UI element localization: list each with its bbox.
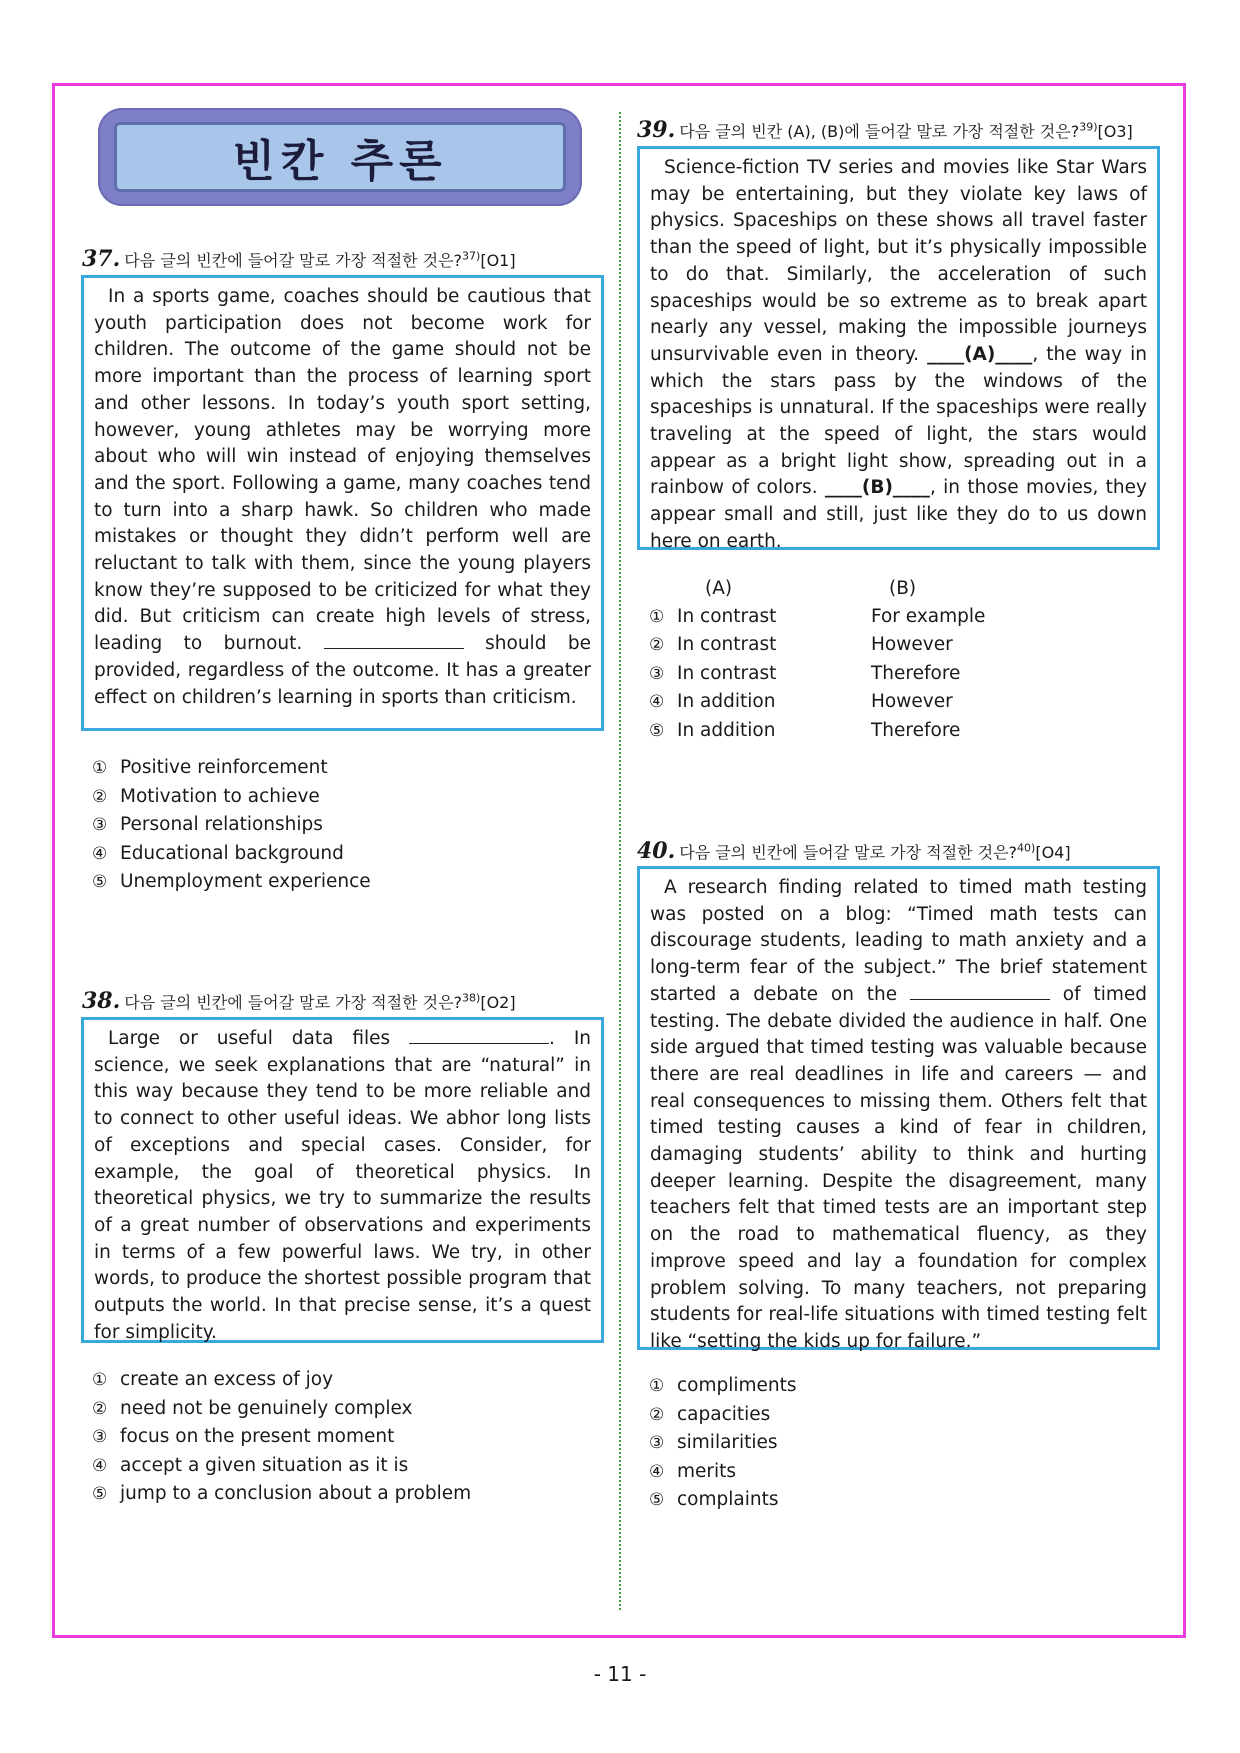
q40-choice-4[interactable]: [649, 1458, 797, 1487]
q39-choices: [649, 575, 985, 745]
q39-passage-box: [637, 146, 1160, 550]
q40-ref: 40): [1017, 841, 1036, 855]
q38-header: [82, 988, 516, 1014]
choice-text: Educational background: [120, 842, 344, 864]
q39-header-a: (A): [705, 578, 733, 599]
q38-passage: [94, 1026, 591, 1346]
choice-a: In contrast: [677, 605, 777, 627]
q37-choice-5[interactable]: [92, 868, 371, 897]
q38-passage-part-1: Large or useful data files: [108, 1028, 410, 1049]
choice-text: accept a given situation as it is: [120, 1454, 409, 1476]
choice-text: compliments: [677, 1375, 797, 1396]
q37-blank: [324, 648, 464, 649]
q40-passage-part-2: of timed testing. The debate divided the audience in half. One side argued that timed testing was valuable because there are real deadlines in life and careers — and real consequences to missing them. Others felt that timed testing causes a kind of fear in children, damaging students’ ability to think and hurting deeper learning. Despite the disagreement, many teachers felt that timed tests are an important step on the road to mathematical fluency, as they improve speed and lay a foundation for complex problem solving. To many teachers, not preparing students for real-life situations with timed testing felt like “setting the kids up for failure.”: [650, 983, 1147, 1352]
choice-mark: ①: [92, 1370, 108, 1390]
choice-text: Unemployment experience: [120, 871, 371, 892]
choice-mark: ④: [92, 1455, 108, 1476]
q40-choice-1[interactable]: [649, 1372, 797, 1401]
q38-prompt: 다음 글의 빈칸에 들어갈 말로 가장 적절한 것은?: [124, 993, 463, 1012]
q37-passage-box: [81, 275, 604, 731]
q37-choice-3[interactable]: [92, 811, 371, 840]
q39-number: 39.: [637, 117, 676, 143]
q38-choice-1[interactable]: [92, 1366, 471, 1395]
q37-ref: 37): [462, 249, 481, 263]
q37-prompt: 다음 글의 빈칸에 들어갈 말로 가장 적절한 것은?: [124, 251, 463, 270]
choice-a: In contrast: [677, 662, 777, 684]
choice-text: similarities: [677, 1432, 778, 1453]
q39-code: [O3]: [1097, 122, 1133, 141]
choice-a: In addition: [677, 719, 776, 741]
q37-code: [O1]: [480, 251, 516, 270]
choice-text: jump to a conclusion about a problem: [120, 1483, 472, 1504]
q40-number: 40.: [637, 838, 676, 864]
q39-blank-b: ____(B)____: [824, 477, 930, 499]
choice-mark: ②: [649, 635, 665, 655]
q38-choice-3[interactable]: [92, 1423, 471, 1452]
choice-b: Therefore: [871, 662, 961, 684]
choice-mark: ⑤: [92, 1484, 108, 1504]
q39-choice-headers: [649, 575, 985, 603]
q37-choice-4[interactable]: [92, 840, 371, 869]
q39-blank-a: ____(A)____: [927, 343, 1033, 365]
q37-passage: [94, 284, 591, 711]
choice-mark: ②: [92, 786, 108, 807]
section-title: 빈칸 추론: [232, 136, 448, 187]
choice-text: need not be genuinely complex: [120, 1397, 413, 1419]
q40-choice-3[interactable]: [649, 1429, 797, 1458]
choice-text: Positive reinforcement: [120, 757, 328, 778]
q40-header: [637, 838, 1071, 864]
q38-choice-2[interactable]: [92, 1395, 471, 1424]
choice-mark: ⑤: [649, 720, 665, 741]
q37-passage-part-1: In a sports game, coaches should be cautious that youth participation does not become work for children. The outcome of the game should not be more important than the process of learning sport and other lessons. In today’s youth sport setting, however, young athletes may be worrying more about who will win instead of enjoying themselves and the sport. Following a game, many coaches tend to turn into a sharp hawk. So children who made mistakes or thought they didn’t perform well are reluctant to talk with them, since the young players know they’re supposed to be criticized for what they did. But criticism can create high levels of stress, leading to burnout.: [94, 286, 591, 655]
q37-number: 37.: [82, 246, 121, 272]
choice-b: For example: [871, 605, 986, 627]
q37-header: [82, 246, 516, 272]
section-title-panel: [114, 122, 566, 192]
q39-choice-2[interactable]: [649, 631, 985, 660]
q40-choice-5[interactable]: [649, 1486, 797, 1515]
q40-blank: [910, 999, 1050, 1000]
q38-number: 38.: [82, 988, 121, 1014]
page-number: - 11 -: [593, 1662, 647, 1686]
choice-mark: ⑤: [92, 872, 108, 892]
choice-text: focus on the present moment: [120, 1426, 395, 1447]
q37-passage-part-2: should be provided, regardless of the outcome. It has a greater effect on children’s learning in sports than criticism.: [94, 633, 591, 708]
q40-passage-box: [637, 866, 1160, 1350]
choice-text: capacities: [677, 1403, 771, 1425]
column-divider: [619, 112, 621, 1610]
choice-text: complaints: [677, 1489, 779, 1510]
choice-mark: ④: [649, 1461, 665, 1482]
choice-mark: ②: [92, 1398, 108, 1419]
q39-ref: 39): [1079, 120, 1098, 134]
q38-ref: 38): [462, 991, 481, 1005]
q37-choices: [92, 754, 371, 897]
choice-a: In addition: [677, 691, 776, 712]
q38-passage-box: [81, 1017, 604, 1343]
q39-choice-4[interactable]: [649, 688, 985, 717]
choice-mark: ④: [649, 692, 665, 712]
choice-text: create an excess of joy: [120, 1369, 334, 1390]
choice-text: merits: [677, 1460, 737, 1482]
q39-header-b: (B): [889, 578, 917, 599]
choice-b: However: [871, 691, 953, 712]
choice-mark: ③: [649, 663, 665, 684]
choice-mark: ④: [92, 843, 108, 864]
q39-choice-1[interactable]: [649, 603, 985, 632]
q39-passage-part-1: Science-fiction TV series and movies like Star Wars may be entertaining, but they violate key laws of physics. Spaceships on these shows all travel faster than the speed of light, but it’s physically impossible to do that. Similarly, the acceleration of such spaceships would be so extreme as to break apart nearly any vessel, making the impossible journeys unsurvivable even in theory.: [650, 157, 1147, 365]
choice-mark: ①: [92, 758, 108, 778]
q39-prompt: 다음 글의 빈칸 (A), (B)에 들어갈 말로 가장 적절한 것은?: [679, 122, 1080, 141]
choice-mark: ①: [649, 606, 665, 627]
q40-passage: [650, 875, 1147, 1356]
choice-a: In contrast: [677, 634, 777, 655]
choice-mark: ⑤: [649, 1490, 665, 1510]
q37-choice-1[interactable]: [92, 754, 371, 783]
q40-prompt: 다음 글의 빈칸에 들어갈 말로 가장 적절한 것은?: [679, 843, 1018, 862]
q38-choice-4[interactable]: [92, 1452, 471, 1481]
choice-mark: ③: [92, 815, 108, 835]
q39-choice-5[interactable]: [649, 717, 985, 746]
q39-passage-part-2: , the way in which the stars pass by the windows of the spaceships is unnatural. If the spaceships were really traveling at the speed of light, the stars would appear as a bright light show, spreading out in a rainbow of colors.: [650, 343, 1148, 499]
choice-mark: ②: [649, 1404, 665, 1425]
q38-passage-part-2: . In science, we seek explanations that are “natural” in this way because they tend to be more reliable and to connect to other useful ideas. We abhor long lists of exceptions and special cases. Consider, for example, the goal of theoretical physics. In theoretical physics, we try to summarize the results of a great number of observations and experiments in terms of a few powerful laws. We try, in other words, to produce the shortest possible program that outputs the world. In that precise sense, it’s a quest for simplicity.: [94, 1028, 591, 1343]
choice-mark: ③: [649, 1433, 665, 1453]
choice-text: Personal relationships: [120, 814, 323, 835]
q38-blank: [409, 1043, 549, 1044]
choice-text: Motivation to achieve: [120, 785, 320, 807]
q39-passage: [650, 155, 1147, 556]
q39-choice-3[interactable]: [649, 660, 985, 689]
q40-choice-2[interactable]: [649, 1401, 797, 1430]
q40-choices: [649, 1372, 797, 1515]
q39-passage-part-3: , in those movies, they appear small and still, just like they do to us down here on earth.: [650, 477, 1147, 552]
choice-b: However: [871, 634, 953, 655]
choice-mark: ①: [649, 1376, 665, 1396]
q37-choice-2[interactable]: [92, 783, 371, 812]
q38-choices: [92, 1366, 471, 1509]
q40-code: [O4]: [1035, 843, 1071, 862]
choice-mark: ③: [92, 1427, 108, 1447]
q38-choice-5[interactable]: [92, 1480, 471, 1509]
q40-passage-part-1: A research finding related to timed math testing was posted on a blog: “Timed math tests can discourage students, leading to math anxiety and a long-term fear of the subject.” The brief statement started a debate on the: [650, 877, 1147, 1005]
q38-code: [O2]: [480, 993, 516, 1012]
section-title-badge: [98, 108, 582, 206]
q39-header: [637, 117, 1133, 143]
choice-b: Therefore: [871, 719, 961, 741]
